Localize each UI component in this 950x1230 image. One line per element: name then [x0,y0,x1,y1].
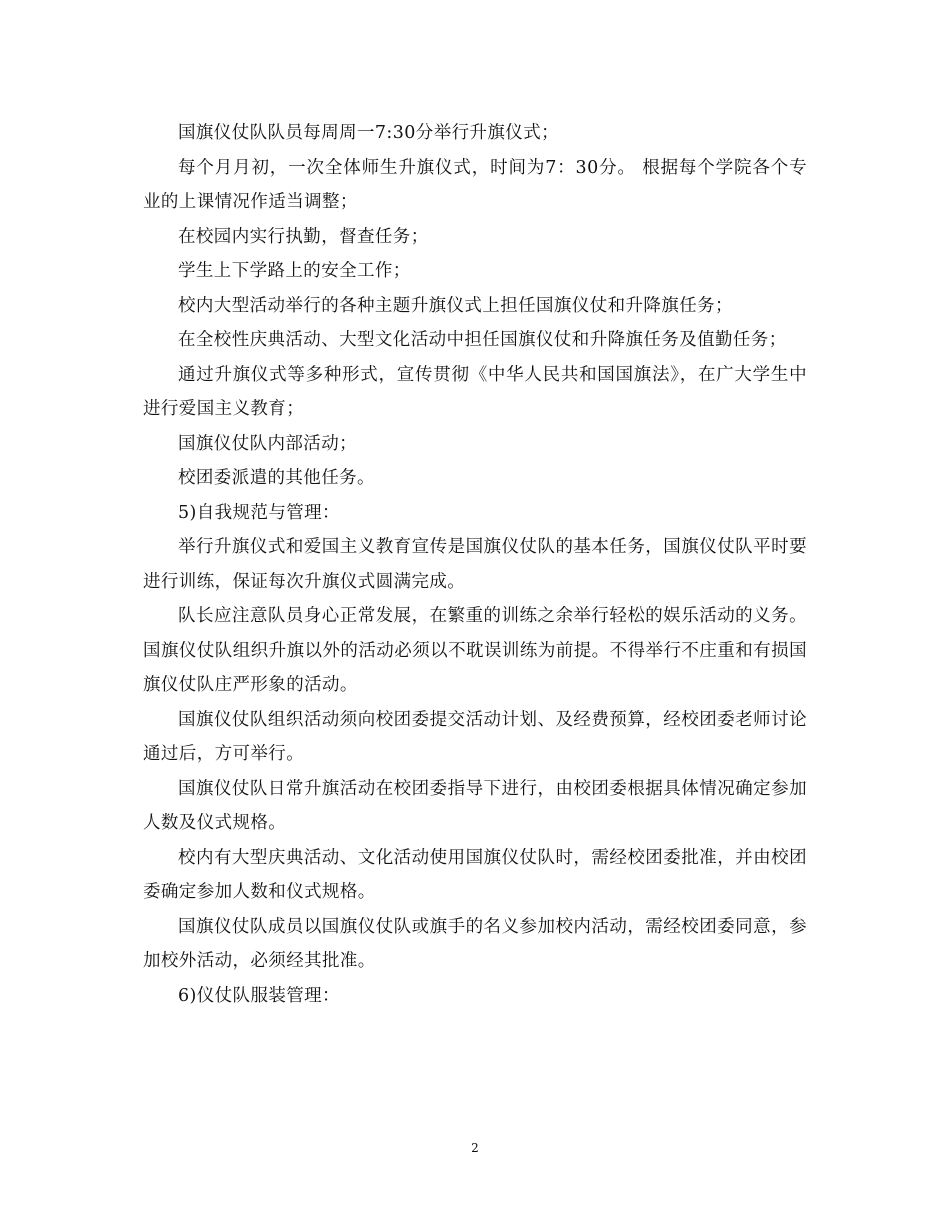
paragraph: 每个月月初，一次全体师生升旗仪式，时间为7：30分。 根据每个学院各个专业的上课情况作适当调整； [143,157,807,212]
paragraph: 在校园内实行执勤，督查任务； [178,226,429,247]
section-heading: 6)仪仗队服装管理： [178,985,340,1006]
paragraph: 校团委派遣的其他任务。 [178,468,375,488]
paragraph: 国旗仪仗队内部活动； [178,433,357,454]
paragraph: 学生上下学路上的安全工作； [178,261,411,281]
paragraph: 队长应注意队员身心正常发展，在繁重的训练之余举行轻松的娱乐活动的义务。国旗仪仗队组织升旗以外的活动必须以不耽误训练为前提。不得举行不庄重和有损国旗仪仗队庄严形象的活动。 [143,606,807,695]
paragraph: 校内有大型庆典活动、文化活动使用国旗仪仗队时，需经校团委批准，并由校团委确定参加人数和仪式规格。 [143,847,807,902]
paragraph: 国旗仪仗队成员以国旗仪仗队或旗手的名义参加校内活动，需经校团委同意，参加校外活动，必须经其批准。 [143,916,807,971]
paragraph: 国旗仪仗队日常升旗活动在校团委指导下进行，由校团委根据具体情况确定参加人数及仪式规格。 [143,778,807,833]
paragraph: 国旗仪仗队队员每周周一7:30分举行升旗仪式； [178,123,559,143]
document-body [143,116,807,1013]
paragraph: 在全校性庆典活动、大型文化活动中担任国旗仪仗和升降旗任务及值勤任务； [178,330,787,350]
paragraph: 通过升旗仪式等多种形式，宣传贯彻《中华人民共和国国旗法》，在广大学生中进行爱国主义教育； [143,364,807,419]
section-heading: 5)自我规范与管理： [178,502,340,523]
paragraph: 校内大型活动举行的各种主题升旗仪式上担任国旗仪仗和升降旗任务； [178,295,733,316]
paragraph: 举行升旗仪式和爱国主义教育宣传是国旗仪仗队的基本任务，国旗仪仗队平时要进行训练，保证每次升旗仪式圆满完成。 [143,537,807,592]
page-number: 2 [471,1141,479,1155]
paragraph: 国旗仪仗队组织活动须向校团委提交活动计划、及经费预算，经校团委老师讨论通过后，方可举行。 [143,709,807,764]
